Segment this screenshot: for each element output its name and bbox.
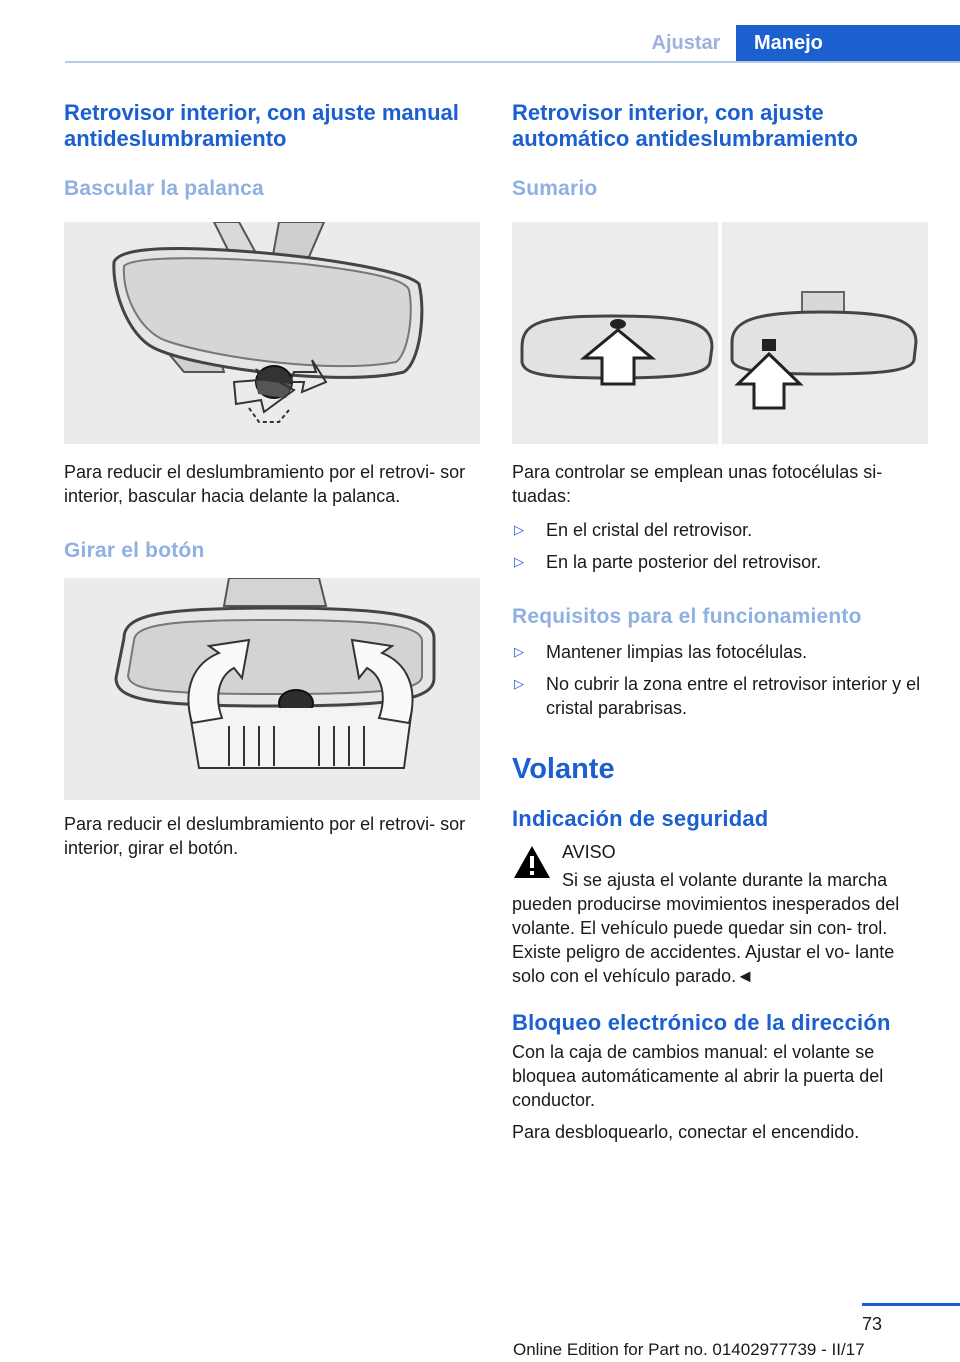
subtitle-steering-lock: Bloqueo electrónico de la dirección	[512, 1010, 891, 1035]
list-item	[512, 672, 928, 720]
subtitle-requirements: Requisitos para el funcionamiento	[512, 605, 862, 628]
chapter-title-steering-wheel: Volante	[512, 753, 615, 785]
list-item-text: No cubrir la zona entre el retrovisor interior y el cristal parabrisas.	[546, 674, 921, 718]
page-number: 73	[862, 1314, 883, 1334]
footer-edition: Online Edition for Part no. 01402977739 - II/17	[513, 1340, 865, 1359]
paragraph-turn-knob: Para reducir el deslumbramiento por el retrovi‐ sor interior, girar el botón.	[64, 814, 466, 858]
bullet-marker: ▷	[514, 644, 524, 659]
bullet-marker: ▷	[514, 676, 524, 691]
bullet-list-photocells	[512, 518, 928, 574]
right-column	[512, 100, 928, 1144]
figure-mirror-knob	[64, 578, 480, 800]
list-item	[512, 550, 928, 574]
subtitle-summary: Sumario	[512, 177, 598, 200]
bullet-marker: ▷	[514, 522, 524, 537]
paragraph-steering-lock: Con la caja de cambios manual: el volante se bloquea automáticamente al abrir la puerta del conductor.	[512, 1042, 884, 1110]
subtitle-safety: Indicación de seguridad	[512, 806, 769, 831]
mirror-knob-illustration	[64, 578, 480, 800]
list-item	[512, 518, 928, 542]
figure-photocells	[512, 222, 928, 444]
bullet-marker: ▷	[514, 554, 524, 569]
section-title-manual-mirror: Retrovisor interior, con ajuste manual antideslumbramiento	[64, 100, 459, 151]
paragraph-tilt-lever: Para reducir el deslumbramiento por el retrovi‐ sor interior, bascular hacia delante la palanca.	[64, 462, 466, 506]
photocells-illustration	[512, 222, 928, 444]
warning-text: pueden producirse movimientos inesperados del volante. El vehículo puede quedar sin con‐ trol. Existe peligro de accidentes. Ajustar el vo‐ lante solo con el vehículo parado.◄	[512, 894, 900, 986]
list-item-text: En la parte posterior del retrovisor.	[546, 552, 822, 572]
warning-label: AVISO	[562, 842, 616, 862]
figure-mirror-lever	[64, 222, 480, 444]
left-column	[64, 100, 480, 860]
bullet-list-requirements	[512, 640, 928, 720]
header-rule	[65, 61, 960, 63]
subtitle-tilt-lever: Bascular la palanca	[64, 177, 264, 200]
tab-manejo[interactable]: Manejo	[736, 25, 960, 61]
warning-triangle-icon	[512, 844, 552, 880]
warning-text-first: Si se ajusta el volante durante la marcha	[562, 870, 888, 890]
list-item-text: En el cristal del retrovisor.	[546, 520, 753, 540]
paragraph-unlock: Para desbloquearlo, conectar el encendido.	[512, 1122, 860, 1142]
footer-rule	[862, 1303, 960, 1306]
mirror-lever-illustration	[64, 222, 480, 444]
list-item	[512, 640, 928, 664]
paragraph-photocells: Para controlar se emplean unas fotocélulas si‐ tuadas:	[512, 462, 883, 506]
tab-ajustar[interactable]: Ajustar	[651, 32, 721, 54]
section-title-auto-mirror: Retrovisor interior, con ajuste automático antideslumbramiento	[512, 100, 858, 151]
list-item-text: Mantener limpias las fotocélulas.	[546, 642, 808, 662]
warning-block	[512, 840, 928, 988]
subtitle-turn-knob: Girar el botón	[64, 539, 205, 562]
